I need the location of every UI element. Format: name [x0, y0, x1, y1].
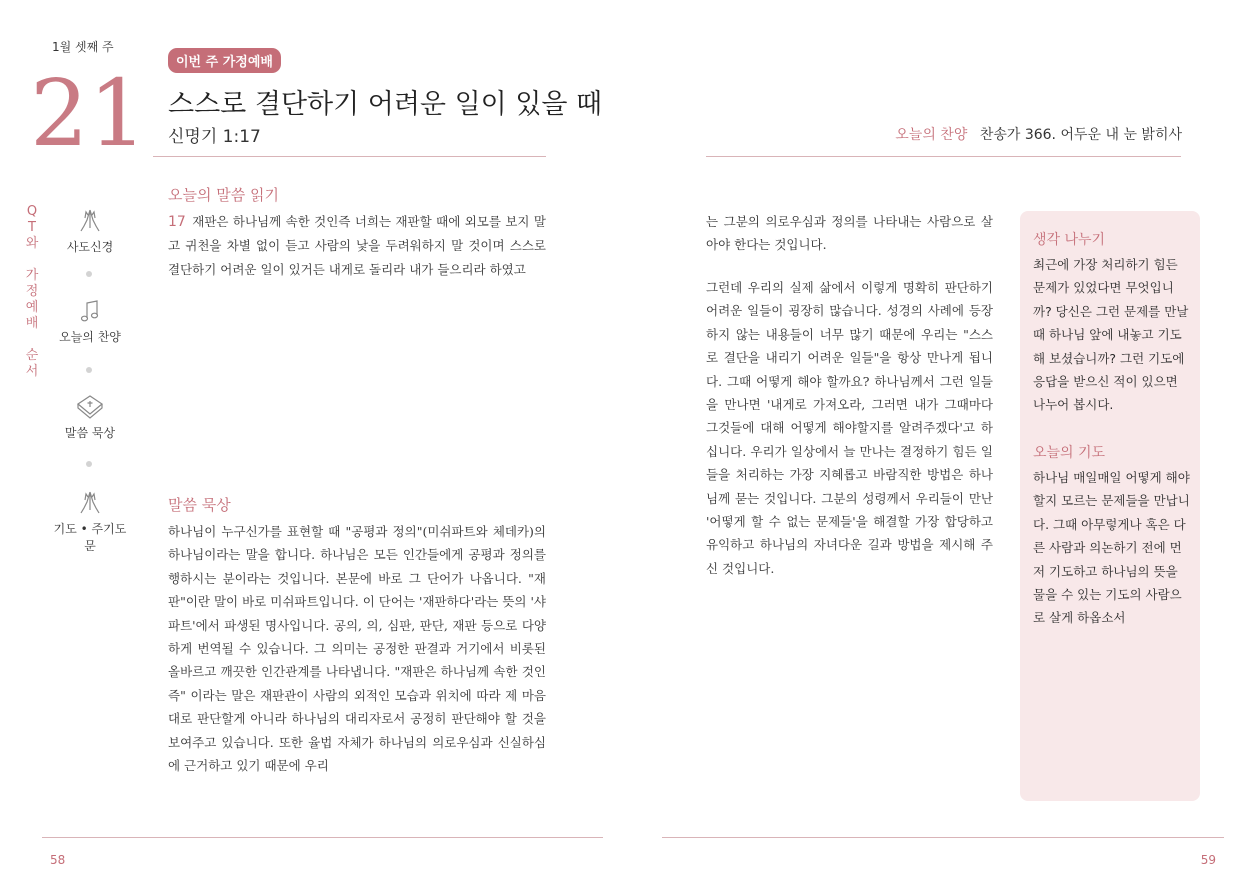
bible-book-icon: [74, 392, 106, 420]
prayer-heading: 오늘의 기도: [1033, 445, 1106, 461]
reading-text: 재판은 하나님께 속한 것인즉 너희는 재판할 때에 외모를 보지 말고 귀천을 차별 없이 듣고 사람의 낯을 두려워하지 말 것이며 스스로 결단하기 어려운 일이 있거든 내게로 돌리라 내가 들으리라 하였고: [168, 214, 546, 277]
sidebar-item-prayer: [50, 488, 130, 554]
praying-hands-icon: [75, 488, 105, 516]
aside-panel: [1020, 211, 1200, 801]
meditation-text-right-2: 그런데 우리의 실제 삶에서 이렇게 명확히 판단하기 어려운 일들이 굉장히 많습니다. 성경의 사례에 등장하지 않는 내용들이 너무 많기 때문에 우리는 "스스로 결단을 내리기 어려운 일들"을 항상 만나게 됩니다. 그때 어떻게 해야 할까요? 하나님께서 그런 일들을 만나면 '내게로 가져오라, 그러면 내가 그때마다 그것들에 대해 어떻게 해야할지를 알려주겠다'고 하십니다. 우리가 일상에서 늘 만나는 결정하기 힘든 일들을 처리하는 가장 지혜롭고 바람직한 방법은 하나님께 묻는 것입니다. 그분의 성령께서 우리들이 만난 '어떻게 할 수 없는 문제들'을 해결할 가장 합당하고 유익하고 하나님의 자녀다운 길과 방법을 제시해 주신 것입니다.: [706, 280, 993, 576]
footer-divider-left: [42, 837, 603, 838]
vertical-order-label: Q T 와 가 정 예 배 순 서: [25, 204, 39, 379]
prayer-text: 하나님 매일매일 어떻게 해야 할지 모르는 문제들을 만납니다. 그때 아무렇게나 혹은 다른 사람과 의논하기 전에 먼저 기도하고 하나님의 뜻을 물을 수 있는 기도의 사람으로 살게 하옵소서: [1033, 470, 1190, 626]
page-number-right: 59: [1200, 853, 1216, 867]
meditation-text-left: 하나님이 누구신가를 표현할 때 "공평과 정의"(미쉬파트와 체데카)의 하나님이라는 말을 합니다. 하나님은 모든 인간들에게 공평과 정의를 행하시는 분이라는 것입니다. 본문에 바로 그 단어가 나옵니다. "재판"이란 말이 바로 미쉬파트입니다. 이 단어는 '재판하다'라는 뜻의 '샤파트'에서 파생된 명사입니다. 공의, 의, 심판, 판단, 재판 등으로 다양하게 번역될 수 있습니다. 그 의미는 공정한 판결과 거기에서 비롯된 올바르고 깨끗한 인간관계를 나타냅니다. "재판은 하나님께 속한 것인즉" 이라는 말은 재판관이 사람의 외적인 모습과 위치에 따라 제 마음대로 판단할게 아니라 하나님의 대리자로서 공정히 판단해야 할 것을 보여주고 있습니다. 또한 율법 자체가 하나님의 의로우심과 신실하심에 근거하고 있기 때문에 우리: [168, 524, 546, 774]
meditation-text-right-1: 는 그분의 의로우심과 정의를 나타내는 사람으로 살아야 한다는 것입니다.: [706, 214, 993, 253]
footer-divider-right: [662, 837, 1224, 838]
header-divider-right: [706, 156, 1181, 157]
hymn-label: 오늘의 찬양: [895, 127, 968, 143]
praying-hands-icon: [75, 206, 105, 234]
reading-passage: [168, 210, 546, 281]
hymn-text: 찬송가 366. 어두운 내 눈 밝히사: [979, 127, 1182, 143]
day-number: 21: [30, 60, 148, 167]
share-heading: 생각 나누기: [1033, 232, 1106, 248]
todays-hymn: [895, 124, 1182, 144]
sidebar-item-label: 사도신경: [66, 240, 114, 254]
weekly-worship-badge: 이번 주 가정예배: [168, 48, 281, 73]
sidebar-dot: [86, 367, 92, 373]
share-text: 최근에 가장 처리하기 힘든 문제가 있었다면 무엇입니까? 당신은 그런 문제를 만날 때 하나님 앞에 내놓고 기도해 보셨습니까? 그런 기도에 응답을 받으신 적이 있으면 나누어 봅시다.: [1033, 257, 1189, 413]
sidebar-item-apostles-creed: [50, 206, 130, 255]
sidebar-dot: [86, 461, 92, 467]
reading-heading: 오늘의 말씀 읽기: [168, 186, 279, 204]
sidebar-item-label: 기도 • 주기도문: [53, 522, 127, 553]
sidebar-item-todays-hymn: [50, 298, 130, 345]
scripture-reference: 신명기 1:17: [168, 127, 261, 147]
page-number-left: 58: [50, 853, 66, 867]
sidebar-dot: [86, 271, 92, 277]
verse-number: 17: [168, 214, 186, 230]
music-note-icon: [75, 298, 105, 324]
sidebar-item-label: 오늘의 찬양: [59, 330, 121, 344]
meditation-heading: 말씀 묵상: [168, 496, 231, 514]
header-divider-left: [153, 156, 546, 157]
sidebar-item-label: 말씀 묵상: [64, 426, 116, 440]
sidebar-item-meditation: [50, 392, 130, 441]
page-title: 스스로 결단하기 어려운 일이 있을 때: [168, 89, 603, 120]
week-label: 1월 셋째 주: [52, 40, 114, 54]
